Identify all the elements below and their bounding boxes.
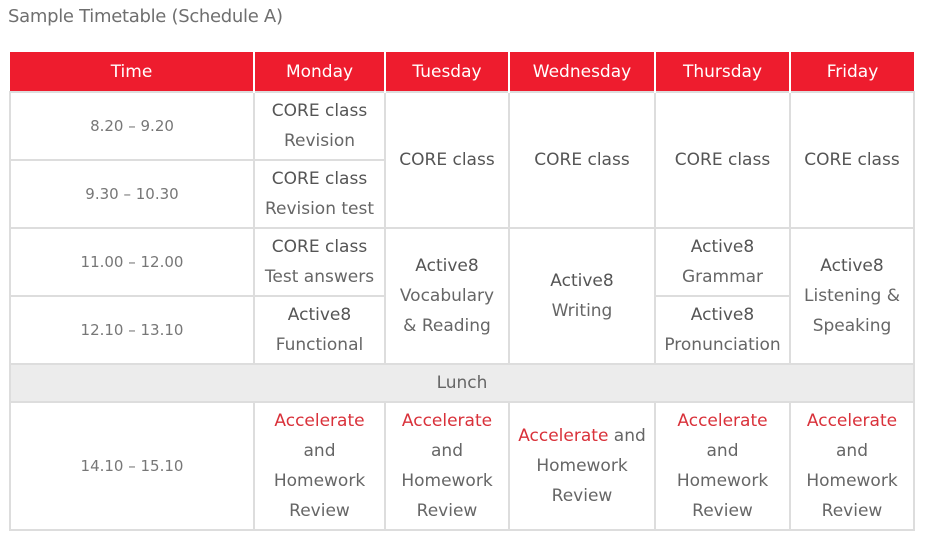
slot-subtitle: Speaking — [812, 316, 892, 336]
slot-title: CORE class — [271, 101, 368, 121]
slot-line: Review — [821, 501, 883, 521]
wednesday-morning — [509, 92, 655, 228]
monday-slot-1 — [254, 92, 385, 160]
friday-morning — [790, 92, 914, 228]
friday-afternoon — [790, 402, 914, 530]
slot-title: CORE class — [804, 150, 900, 170]
accelerate-label: Accelerate — [518, 426, 609, 446]
lunch-row — [10, 364, 914, 402]
slot-subtitle: Vocabulary — [399, 286, 495, 306]
wednesday-midday — [509, 228, 655, 364]
slot-line: Homework — [806, 471, 898, 491]
accelerate-label: Accelerate — [806, 411, 898, 431]
header-thursday: Thursday — [655, 52, 790, 92]
slot-line: Homework — [273, 471, 366, 491]
slot-title: CORE class — [674, 150, 771, 170]
slot-line: Homework — [676, 471, 769, 491]
time-cell: 14.10 – 15.10 — [10, 402, 254, 530]
lunch-cell: Lunch — [10, 364, 914, 402]
friday-midday — [790, 228, 914, 364]
header-time: Time — [10, 52, 254, 92]
slot-title: CORE class — [271, 169, 368, 189]
monday-slot-2 — [254, 160, 385, 228]
slot-line: and — [431, 441, 463, 461]
wednesday-afternoon — [509, 402, 655, 530]
monday-slot-4 — [254, 296, 385, 364]
header-tuesday: Tuesday — [385, 52, 509, 92]
slot-subtitle: Listening & — [804, 286, 900, 306]
slot-title: Active8 — [690, 237, 755, 257]
slot-subtitle: Grammar — [681, 267, 764, 287]
slot-line — [510, 421, 654, 451]
slot-subtitle: Writing — [551, 301, 613, 321]
table-row — [10, 228, 914, 296]
tuesday-afternoon — [385, 402, 509, 530]
table-row — [10, 92, 914, 160]
tuesday-midday — [385, 228, 509, 364]
slot-line: Homework — [536, 456, 628, 476]
slot-subtitle: Revision test — [264, 199, 375, 219]
slot-line: Review — [416, 501, 478, 521]
time-cell: 8.20 – 9.20 — [10, 92, 254, 160]
timetable — [9, 52, 913, 531]
slot-line: Review — [551, 486, 613, 506]
time-cell: 12.10 – 13.10 — [10, 296, 254, 364]
slot-line: and — [836, 441, 868, 461]
slot-line-rest: and — [608, 426, 646, 446]
slot-title: Active8 — [820, 256, 884, 276]
slot-title: Active8 — [550, 271, 614, 291]
slot-line: and — [706, 441, 739, 461]
header-row — [10, 52, 914, 92]
slot-title: CORE class — [271, 237, 368, 257]
slot-title: Active8 — [287, 305, 352, 325]
thursday-afternoon — [655, 402, 790, 530]
tuesday-morning — [385, 92, 509, 228]
accelerate-label: Accelerate — [677, 411, 768, 431]
slot-title: Active8 — [690, 305, 755, 325]
slot-line: and — [303, 441, 336, 461]
slot-subtitle: Pronunciation — [664, 335, 781, 355]
thursday-morning — [655, 92, 790, 228]
slot-line: Homework — [401, 471, 493, 491]
header-wednesday: Wednesday — [509, 52, 655, 92]
timetable-table — [9, 52, 915, 531]
time-cell: 9.30 – 10.30 — [10, 160, 254, 228]
thursday-slot-4 — [655, 296, 790, 364]
header-monday: Monday — [254, 52, 385, 92]
monday-afternoon — [254, 402, 385, 530]
slot-subtitle: Functional — [275, 335, 364, 355]
slot-subtitle: Revision — [283, 131, 356, 151]
slot-title: Active8 — [415, 256, 479, 276]
slot-title: CORE class — [399, 150, 495, 170]
table-row — [10, 402, 914, 530]
monday-slot-3 — [254, 228, 385, 296]
time-cell: 11.00 – 12.00 — [10, 228, 254, 296]
header-friday: Friday — [790, 52, 914, 92]
page-title: Sample Timetable (Schedule A) — [8, 6, 283, 27]
accelerate-label: Accelerate — [401, 411, 493, 431]
thursday-slot-3 — [655, 228, 790, 296]
slot-line: Review — [692, 501, 753, 521]
accelerate-label: Accelerate — [274, 411, 365, 431]
slot-subtitle: & Reading — [403, 316, 491, 336]
slot-title: CORE class — [534, 150, 630, 170]
slot-line: Review — [289, 501, 350, 521]
slot-subtitle: Test answers — [264, 267, 375, 287]
